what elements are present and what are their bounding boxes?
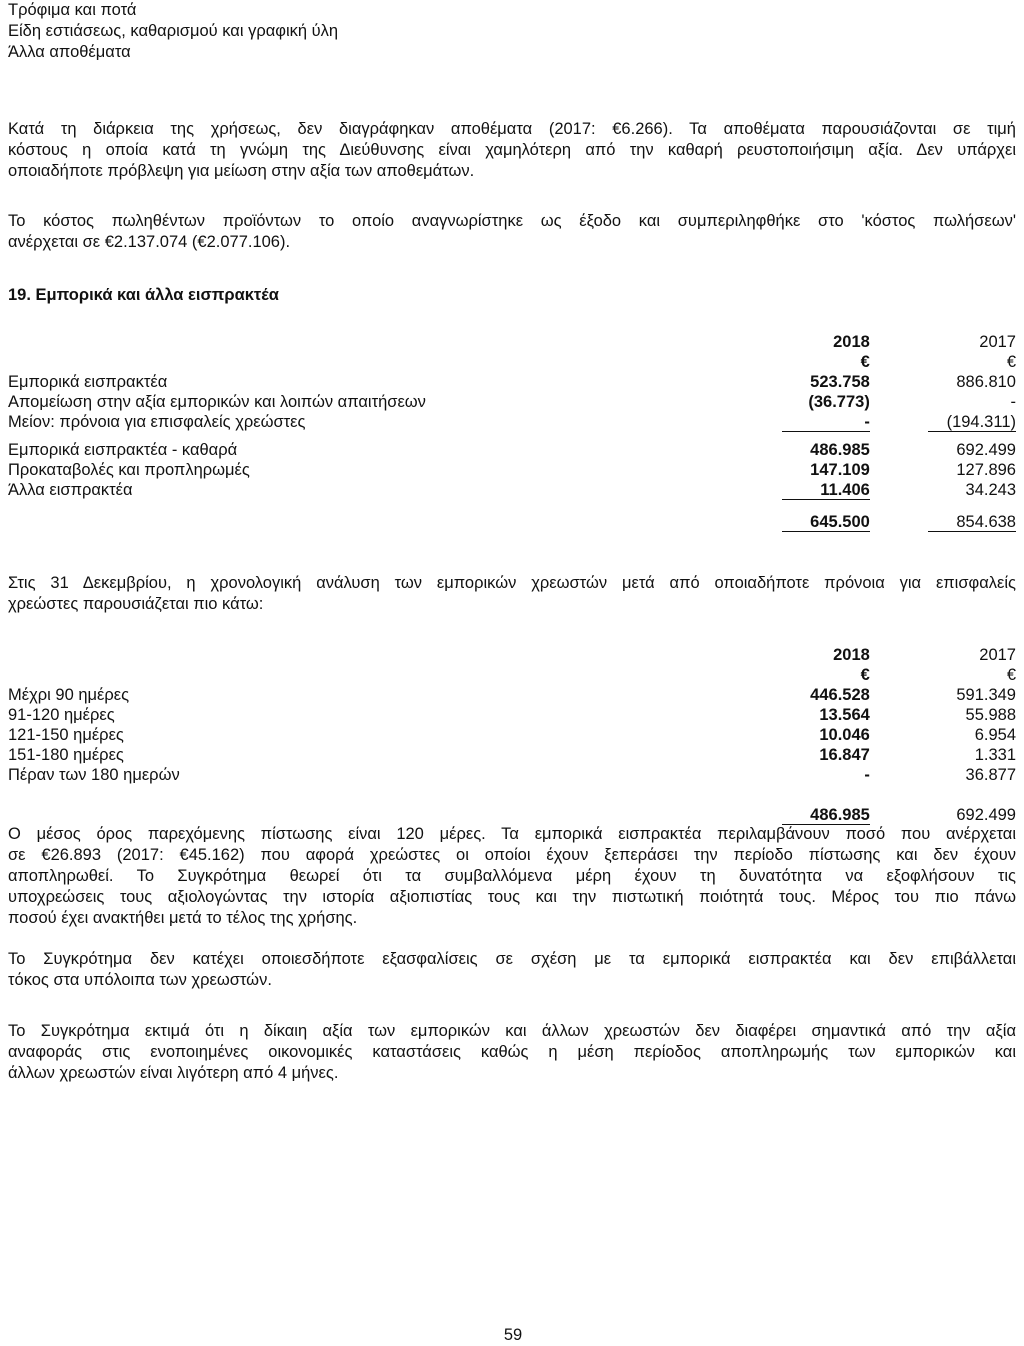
currency-2018: € [860, 666, 870, 684]
fair-value-paragraph: Το Συγκρότημα εκτιμά ότι η δίκαιη αξία των εμπορικών και άλλων χρεωστών δεν διαφέρει σημαντικά από την αξία αναφοράς στις ενοποιημένες οικονομικές καταστάσεις καθώς η μέση περίοδος αποπληρωμής των εμπορικών και άλλων χρεωστών είναι λιγότερη από 4 μήνες. [8, 1022, 1016, 1082]
table-row: Εμπορικά εισπρακτέα 523.758 886.810 [8, 373, 1016, 391]
year-2018-header: 2018 [833, 646, 870, 664]
total-2017: 854.638 [928, 514, 1016, 532]
inventory-category: Είδη εστιάσεως, καθαρισμού και γραφική ύλη [8, 22, 339, 40]
table-total-row [8, 512, 1018, 532]
table-currency-row [8, 352, 1018, 372]
year-2017-header: 2017 [979, 333, 1016, 351]
table-row: 121-150 ημέρες 10.046 6.954 [8, 726, 1016, 744]
total-2017: 692.499 [956, 806, 1016, 824]
inventory-category-list [8, 0, 338, 63]
table-row: Εμπορικά εισπρακτέα - καθαρά 486.985 692.499 [8, 441, 1016, 459]
currency-2018: € [860, 353, 870, 371]
table-row: Μέχρι 90 ημέρες 446.528 591.349 [8, 686, 1016, 704]
inventory-writeoff-paragraph: Κατά τη διάρκεια της χρήσεως, δεν διαγράφηκαν αποθέματα (2017: €6.266). Τα αποθέματα παρουσιάζονται σε τιμή κόστους η οποία κατά τη γνώμη της Διεύθυνσης είναι χαμηλότερη από την καθαρή ρευστοποιήσιμη αξία. Δεν υπάρχει οποιαδήποτε πρόβλεψη για μείωση στην αξία των αποθεμάτων. [8, 120, 1016, 180]
inventory-category: Τρόφιμα και ποτά [8, 1, 137, 19]
table-row: 151-180 ημέρες 16.847 1.331 [8, 746, 1016, 764]
aging-table [8, 645, 1018, 825]
table-header-row [8, 645, 1018, 665]
table-total-row [8, 805, 1018, 825]
page-number: 59 [503, 1326, 523, 1344]
aging-intro-paragraph: Στις 31 Δεκεμβρίου, η χρονολογική ανάλυση των εμπορικών χρεωστών μετά από οποιαδήποτε πρόνοια για επισφαλείς χρεώστες παρουσιάζεται πιο κάτω: [8, 574, 1016, 613]
cost-of-sales-paragraph: Το κόστος πωληθέντων προϊόντων το οποίο αναγνωρίστηκε ως έξοδο και συμπεριληφθήκε στο 'κόστος πωλήσεων' ανέρχεται σε €2.137.074 (€2.077.106). [8, 212, 1016, 251]
table-row: Απομείωση στην αξία εμπορικών και λοιπών απαιτήσεων (36.773) - [8, 393, 1016, 411]
total-2018: 486.985 [782, 807, 870, 825]
table-row: 91-120 ημέρες 13.564 55.988 [8, 706, 1016, 724]
section-heading: 19. Εμπορικά και άλλα εισπρακτέα [8, 286, 279, 304]
year-2017-header: 2017 [979, 646, 1016, 664]
table-row: Μείον: πρόνοια για επισφαλείς χρεώστες - (194.311) [8, 413, 1016, 431]
table-header-row [8, 332, 1018, 352]
credit-terms-paragraph: Ο μέσος όρος παρεχόμενης πίστωσης είναι 120 μέρες. Τα εμπορικά εισπρακτέα περιλαμβάνουν ποσό που ανέρχεται σε €26.893 (2017: €45.162) που αφορά χρεώστες οι οποίοι έχουν ξεπεράσει την περίοδο πίστωσης και δεν έχουν αποπληρωθεί. Το Συγκρότημα θεωρεί ότι τα συμβαλλόμενα μέρη έχουν τη δυνατότητα να εξοφλήσουν τις υποχρεώσεις τους αξιολογώντας την ιστορία αξιοπιστίας τους και την πιστωτική ποιότητά τους. Μέρος του πιο πάνω ποσού έχει ανακτήθει μετά το τέλος της χρήσης. [8, 825, 1016, 927]
collateral-paragraph: Το Συγκρότημα δεν κατέχει οποιεσδήποτε εξασφαλίσεις σε σχέση με τα εμπορικά εισπρακτέα και δεν επιβάλλεται τόκος στα υπόλοιπα των χρεωστών. [8, 950, 1016, 989]
table-row: Πέραν των 180 ημερών - 36.877 [8, 766, 1016, 784]
year-2018-header: 2018 [833, 333, 870, 351]
inventory-category: Άλλα αποθέματα [8, 43, 131, 61]
receivables-table [8, 332, 1018, 532]
table-row: Άλλα εισπρακτέα 11.406 34.243 [8, 481, 1016, 499]
total-2018: 645.500 [782, 514, 870, 532]
table-row: Προκαταβολές και προπληρωμές 147.109 127.896 [8, 461, 1016, 479]
table-currency-row [8, 665, 1018, 685]
currency-2017: € [1006, 353, 1016, 371]
currency-2017: € [1006, 666, 1016, 684]
